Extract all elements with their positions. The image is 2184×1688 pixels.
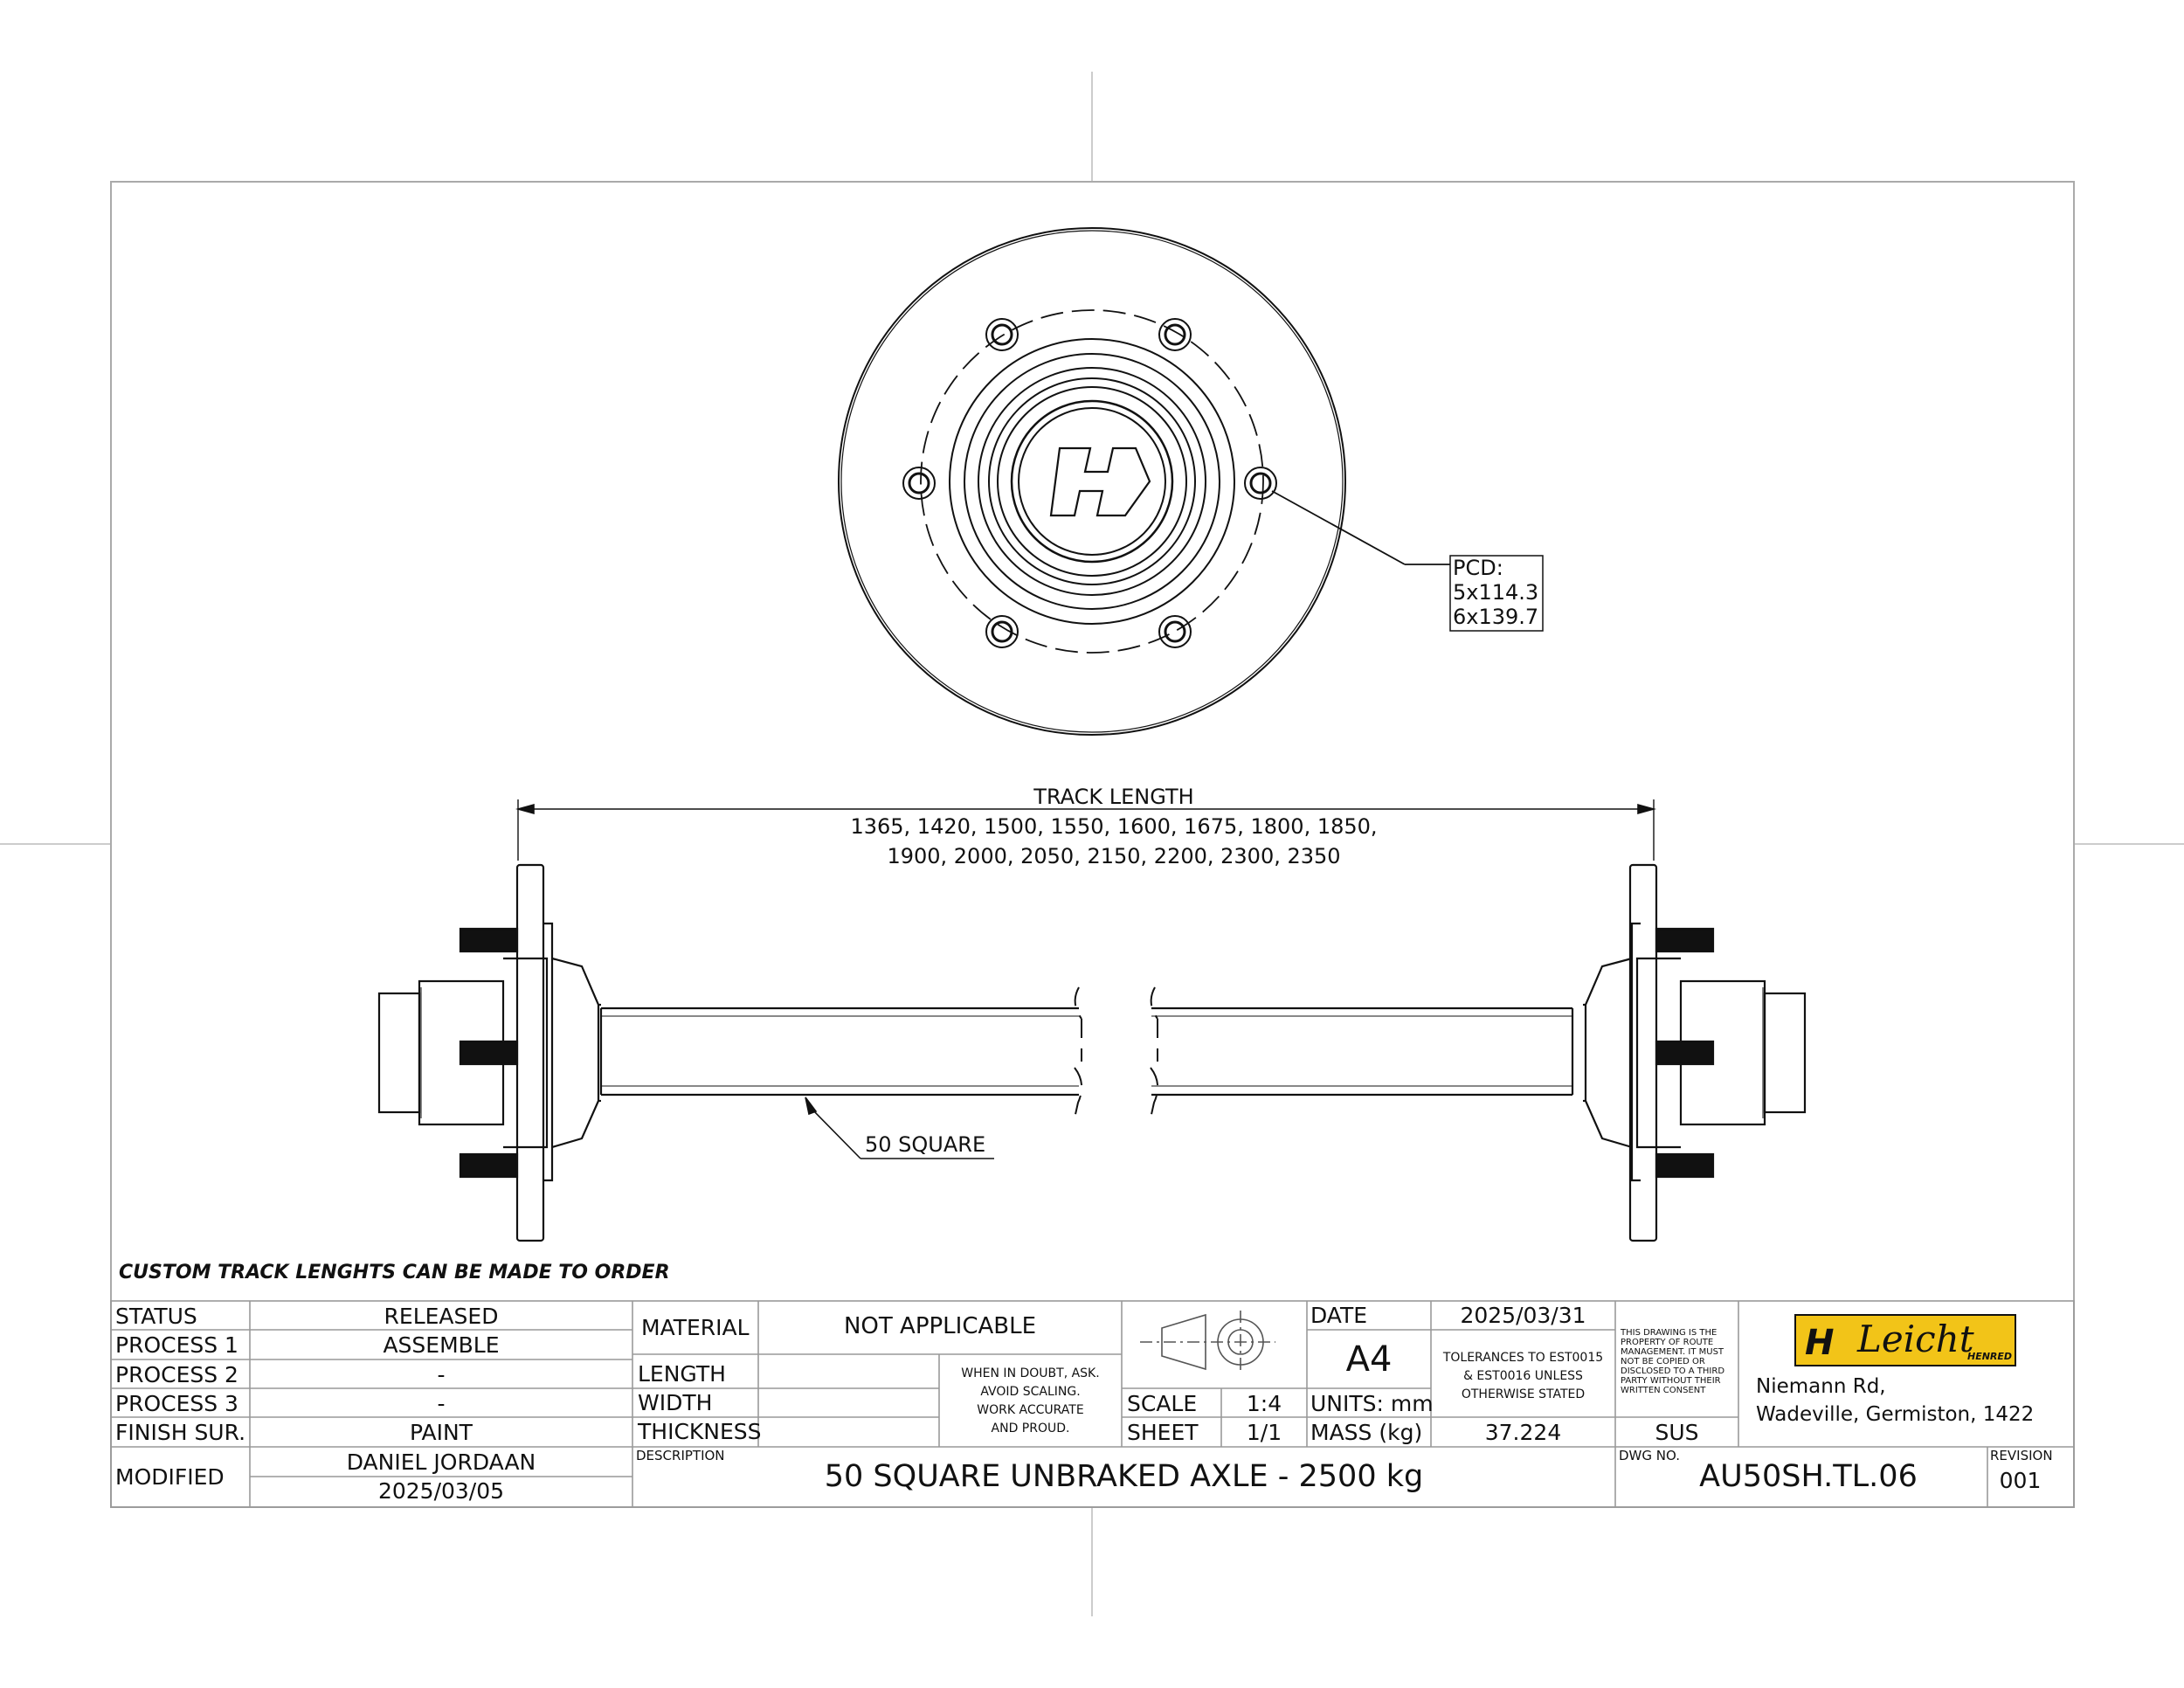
mass-label: MASS (kg) <box>1310 1420 1423 1445</box>
description-label: DESCRIPTION <box>636 1448 725 1463</box>
square-tube-label: 50 SQUARE <box>865 1132 986 1157</box>
dwg-no-value: AU50SH.TL.06 <box>1699 1459 1918 1494</box>
process3-value: - <box>437 1391 446 1416</box>
right-tube <box>1151 987 1572 1118</box>
bolt-hole-5 <box>986 616 1018 647</box>
track-length-title: TRACK LENGTH <box>1033 785 1194 809</box>
modified-by: DANIEL JORDAAN <box>346 1449 536 1475</box>
process3-label: PROCESS 3 <box>115 1391 238 1416</box>
property-line-4: NOT BE COPIED OR <box>1621 1357 1705 1366</box>
pcd-label: PCD: <box>1453 556 1503 580</box>
description-value: 50 SQUARE UNBRAKED AXLE - 2500 kg <box>824 1459 1424 1494</box>
process1-label: PROCESS 1 <box>115 1332 238 1358</box>
track-length-values-line1: 1365, 1420, 1500, 1550, 1600, 1675, 1800, 1850, <box>850 814 1378 839</box>
mass-value: 37.224 <box>1484 1420 1562 1445</box>
revision-value: 001 <box>1999 1468 2042 1493</box>
finish-label: FINISH SUR. <box>115 1420 246 1445</box>
bolt-hole-3 <box>903 467 935 499</box>
advice-line-1: WHEN IN DOUBT, ASK. <box>961 1366 1100 1380</box>
property-line-2: PROPERTY OF ROUTE <box>1621 1338 1714 1347</box>
tolerance-line-2: & EST0016 UNLESS <box>1463 1369 1583 1383</box>
tolerance-line-3: OTHERWISE STATED <box>1461 1387 1586 1401</box>
process2-label: PROCESS 2 <box>115 1362 238 1387</box>
finish-code: SUS <box>1655 1420 1699 1445</box>
property-line-6: PARTY WITHOUT THEIR <box>1621 1376 1721 1386</box>
advice-line-4: AND PROUD. <box>991 1422 1070 1435</box>
property-line-1: THIS DRAWING IS THE <box>1621 1328 1717 1338</box>
thickness-label: THICKNESS <box>638 1419 762 1444</box>
material-label: MATERIAL <box>641 1315 750 1340</box>
pcd-value-6-bolt: 6x139.7 <box>1453 605 1539 629</box>
advice-line-2: AVOID SCALING. <box>980 1385 1081 1399</box>
scale-value: 1:4 <box>1246 1391 1282 1416</box>
sheet-label: SHEET <box>1127 1420 1199 1445</box>
property-line-7: WRITTEN CONSENT <box>1621 1386 1706 1395</box>
bolt-hole-1 <box>986 319 1018 350</box>
pcd-value-5-bolt: 5x114.3 <box>1453 580 1539 605</box>
process2-value: - <box>437 1362 446 1387</box>
date-label: DATE <box>1310 1303 1368 1328</box>
scale-label: SCALE <box>1127 1391 1198 1416</box>
bolt-hole-2 <box>1159 319 1191 350</box>
left-hub <box>379 865 601 1241</box>
width-label: WIDTH <box>638 1390 713 1415</box>
bolt-hole-4 <box>1245 467 1276 499</box>
material-value: NOT APPLICABLE <box>843 1313 1037 1339</box>
address-line-1: Niemann Rd, <box>1756 1375 1886 1398</box>
paper-size: A4 <box>1345 1339 1393 1380</box>
modified-date: 2025/03/05 <box>377 1478 505 1504</box>
dwg-no-label: DWG NO. <box>1619 1448 1680 1463</box>
left-tube <box>601 987 1082 1118</box>
axle-side-view <box>379 865 1805 1241</box>
hub-cap-logo <box>1051 448 1150 515</box>
bolt-hole-6 <box>1159 616 1191 647</box>
modified-label: MODIFIED <box>115 1464 225 1490</box>
property-line-5: DISCLOSED TO A THIRD <box>1621 1366 1725 1376</box>
date-value: 2025/03/31 <box>1460 1303 1586 1328</box>
advice-line-3: WORK ACCURATE <box>977 1403 1084 1417</box>
company-logo <box>1794 1314 2016 1366</box>
units-label: UNITS: mm <box>1310 1391 1434 1416</box>
address-line-2: Wadeville, Germiston, 1422 <box>1756 1403 2035 1426</box>
revision-label: REVISION <box>1990 1448 2053 1463</box>
property-line-3: MANAGEMENT. IT MUST <box>1621 1347 1724 1357</box>
custom-track-note: CUSTOM TRACK LENGHTS CAN BE MADE TO ORDER <box>119 1262 670 1283</box>
tolerance-line-1: TOLERANCES TO EST0015 <box>1442 1351 1604 1365</box>
status-label: STATUS <box>115 1304 197 1329</box>
track-length-values-line2: 1900, 2000, 2050, 2150, 2200, 2300, 2350 <box>887 844 1341 868</box>
sheet-value: 1/1 <box>1246 1420 1282 1445</box>
logo-wordmark: Leicht <box>1857 1318 1974 1360</box>
right-hub <box>1583 865 1805 1241</box>
finish-value: PAINT <box>410 1420 473 1445</box>
length-label: LENGTH <box>638 1361 726 1387</box>
logo-subtitle: HENRED <box>1967 1351 2013 1362</box>
status-value: RELEASED <box>384 1304 499 1329</box>
logo-h-mark: H <box>1805 1323 1831 1363</box>
process1-value: ASSEMBLE <box>383 1332 500 1358</box>
projection-symbol <box>1140 1311 1275 1373</box>
